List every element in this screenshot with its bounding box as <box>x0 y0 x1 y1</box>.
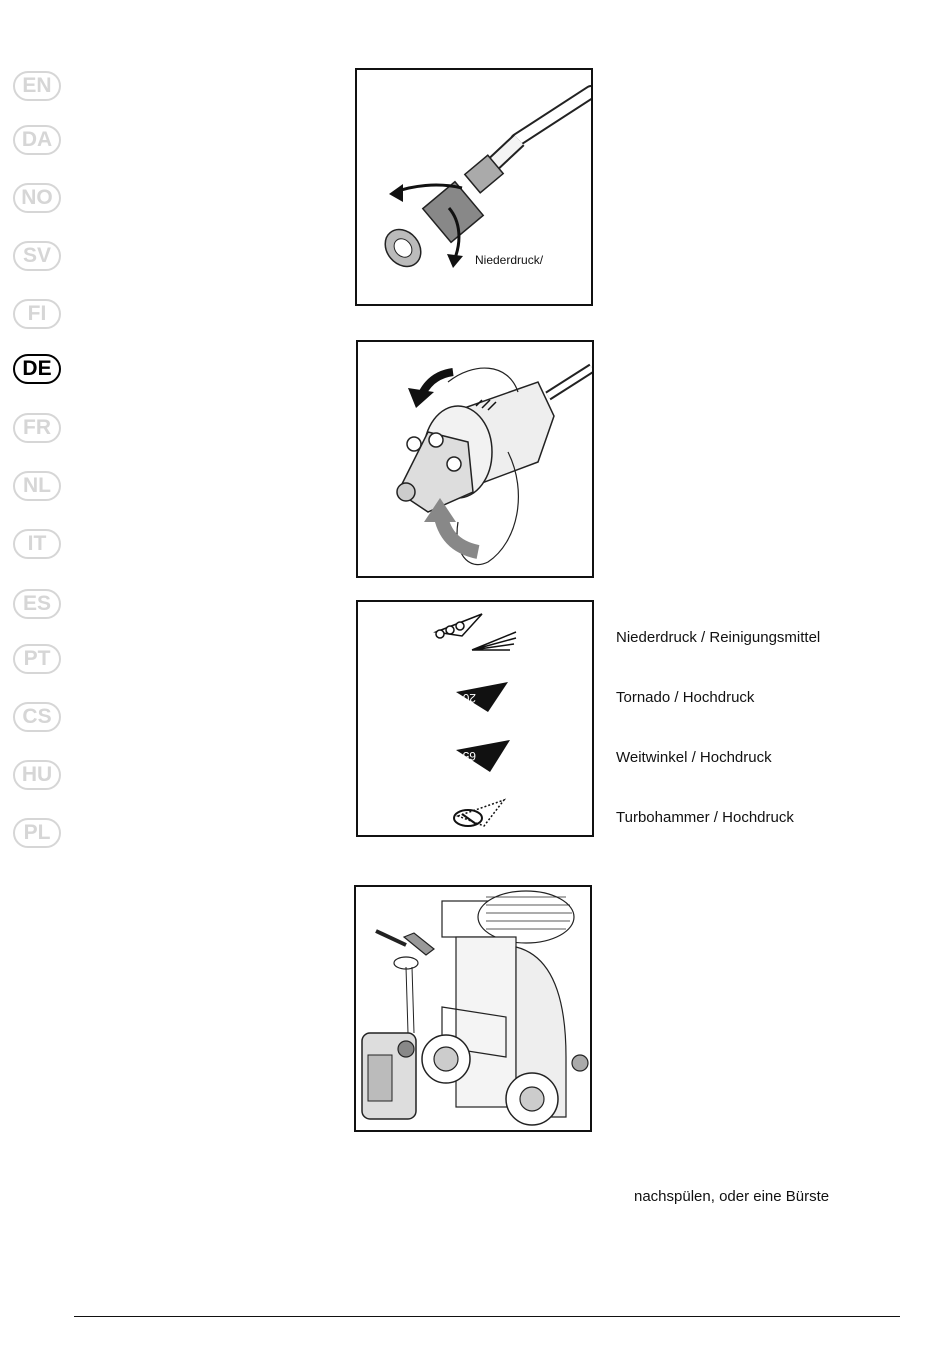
wide-angle-label: 65° <box>457 749 476 763</box>
pressure-washer-illustration <box>356 887 590 1130</box>
wide-angle-nozzle-icon <box>456 740 510 772</box>
lang-tab-hu[interactable]: HU <box>13 760 61 790</box>
footer-divider <box>74 1316 900 1317</box>
tornado-nozzle-icon <box>456 682 508 712</box>
low-pressure-detergent-icon <box>436 614 516 650</box>
lang-tab-es[interactable]: ES <box>13 589 61 619</box>
tornado-angle-label: 20° <box>457 691 476 705</box>
lang-tab-fi[interactable]: FI <box>13 299 61 329</box>
lang-tab-no[interactable]: NO <box>13 183 61 213</box>
lang-tab-da[interactable]: DA <box>13 125 61 155</box>
lang-tab-de[interactable]: DE <box>13 354 61 384</box>
figure-nozzle-rotate <box>356 340 594 578</box>
lang-tab-cs[interactable]: CS <box>13 702 61 732</box>
lang-tab-it[interactable]: IT <box>13 529 61 559</box>
nozzle-setting-label-turbo-hammer: Turbohammer / Hochdruck <box>616 809 794 826</box>
figure-nozzle-adjust <box>355 68 593 306</box>
figure-caption-low-pressure: Niederdruck/ <box>475 253 544 267</box>
lang-tab-en[interactable]: EN <box>13 71 61 101</box>
lang-tab-sv[interactable]: SV <box>13 241 61 271</box>
lang-tab-nl[interactable]: NL <box>13 471 61 501</box>
lang-tab-pt[interactable]: PT <box>13 644 61 674</box>
turbo-hammer-icon <box>454 800 504 826</box>
footnote-text: nachspülen, oder eine Bürste <box>634 1188 830 1205</box>
multi-nozzle-illustration <box>358 342 592 576</box>
lang-tab-fr[interactable]: FR <box>13 413 61 443</box>
figure-nozzle-settings <box>356 600 594 837</box>
figure-detergent-machine <box>354 885 592 1132</box>
nozzle-symbols <box>358 602 592 835</box>
nozzle-adjust-illustration <box>357 70 591 304</box>
nozzle-setting-label-wide-angle: Weitwinkel / Hochdruck <box>616 749 772 766</box>
lang-tab-pl[interactable]: PL <box>13 818 61 848</box>
nozzle-setting-label-tornado: Tornado / Hochdruck <box>616 689 755 706</box>
nozzle-setting-label-low-pressure: Niederdruck / Reinigungsmittel <box>616 629 821 646</box>
